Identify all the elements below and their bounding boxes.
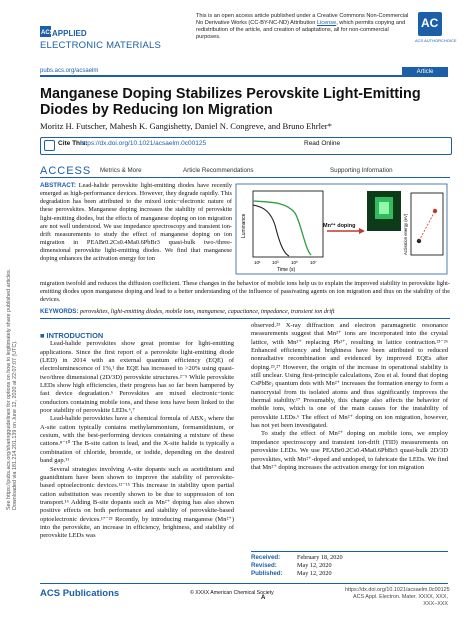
right-paragraph-1: observed.²³ X-ray diffraction and electron paramagnetic resonance measurements suggest that Mn²⁺ ions are incorporated into the crystal lattice, with Mn²⁺ replacing Pb²⁺, resulting in lattice contraction.²³⁻²⁶ Enhanced efficiency and brightness have been attributed to reduced nonradiative recombination and evidenced by improved EQEs after doping.²³,²⁷ However, the origin of the increase in operational stability is still unclear. Using first-principle calculations, Zou et al. found that doping CsPbBr₃ quantum dots with Mn²⁺ increases the formation energy to form a nanocrystal from its isolated atoms and thus significantly improves the thermal stability.¹⁷ Presumably, this change also affects the behavior of mobile ions, which is one of the main causes for the instability of perovskite LEDs.⁶ The effect of Mn²⁺ doping on ion migration, however, has not yet been investigated. [251, 322, 448, 430]
license-notice [196, 13, 411, 41]
badge-caption: ACS AUTHORCHOICE [415, 38, 457, 43]
metrics-link[interactable]: Metrics & More [100, 167, 142, 174]
body-right-column [251, 322, 448, 472]
article-title: Manganese Doping Stabilizes Perovskite Light-Emitting Diodes by Reducing Ion Migration [40, 86, 421, 118]
acs-logo-icon [40, 26, 54, 37]
received-label: Received: [251, 554, 281, 561]
luminance-plot-frame [253, 191, 323, 257]
tick-1: 10¹ [254, 260, 261, 265]
cite-doi-link[interactable]: https://dx.doi.org/10.1021/acsaelm.0c00125 [80, 140, 207, 147]
mn-doping-label: Mn²⁺ doping [323, 223, 356, 229]
read-online-button[interactable]: Read Online [304, 140, 341, 147]
acs-publications-logo: ACS Publications [40, 588, 120, 599]
abstract-text-top: Lead-halide perovskite light-emitting diodes have recently emerged as high-performance devices. However, they degrade rapidly. This degradation has been attributed to the mixed ionic−electronic nature of these perovskites. Manganese doping increases the stability of perovskite light-emitting diodes, but the effects of manganese doping on ion migration are not well understood. We use impedance spectroscopy and transient ion-drift measurements to study the effect of manganese doping on ion migration in PEABr0.2Cs0.4Ma0.6PbBr3 quasi-bulk two-/three-dimensional perovskite light-emitting diodes. We find that manganese doping enhances the activation energy for ion [40, 182, 233, 263]
badge-text: AC [421, 16, 439, 30]
authorchoice-badge[interactable] [418, 12, 442, 36]
keywords-label: KEYWORDS: [40, 308, 79, 315]
time-xlabel: Time (s) [277, 267, 296, 273]
intro-paragraph-3: Several strategies involving A-site dopants such as acetidinium and guanidinium have been shown to improve the stability of perovskite-based optoelectronic devices.¹²⁻¹⁵ This increase in stability upon partial cation substitution was recently shown to be due to suppression of ion transport.¹⁶ Adding B-site dopants such as Mn²⁺ doping has also shown positive effects on both performance and stability of perovskite-based optoelectronic devices.¹⁷⁻²³ Recently, by introducing manganese (Mn²⁺) into the perovskite, an increase in efficiency, brightness, and stability of perovskite LEDs was [40, 465, 234, 540]
intro-paragraph-2: Lead-halide perovskites have a chemical formula of ABX₃ where the A-site cation typically contains methylammonium, formamidinium, or cesium, with the best-performing devices containing a mixture of these cations.⁸⁻¹⁰ The B-site cation is lead, and the X-site halide is typically a combination of chloride, bromide, or iodide, depending on the desired band gap.¹¹ [40, 415, 234, 465]
journal-name: ELECTRONIC MATERIALS [40, 40, 162, 51]
article-dates [251, 551, 448, 578]
license-link[interactable]: License [316, 20, 337, 26]
license-text: This is an open access article published under a Creative Commons Non-Commercial No Derivative Works (CC-BY-NC-ND) Attribution [196, 13, 409, 26]
recommendations-link[interactable]: Article Recommendations [183, 167, 254, 174]
access-rule [40, 177, 450, 178]
footer-rule [40, 583, 448, 584]
abstract-top [40, 182, 232, 264]
tick-4: 10⁷ [310, 260, 317, 265]
footer-citation [345, 587, 448, 608]
keywords [40, 308, 450, 315]
author-list: Moritz H. Futscher, Mahesh K. Gangishetty, Daniel N. Congreve, and Bruno Ehrler* [40, 121, 332, 131]
footer-journal-ref: ACS Appl. Electron. Mater. XXXX, XXX, XXX−XXX [353, 594, 448, 607]
toc-graphic [235, 183, 448, 275]
revised-date: May 12, 2020 [297, 562, 332, 569]
download-sidebar [2, 170, 18, 510]
activation-ylabel: Activation energy (eV) [403, 213, 408, 255]
abstract-label: ABSTRACT: [40, 182, 77, 189]
supporting-info-link[interactable]: Supporting Information [330, 167, 393, 174]
revised-label: Revised: [251, 562, 277, 569]
keywords-text: perovskites, light-emitting diodes, mobile ions, manganese, capacitance, impedance, transient ion drift [80, 308, 335, 315]
page-number: A [261, 595, 266, 601]
acs-logo-text: ACS [41, 30, 54, 36]
keywords-rule [40, 318, 450, 319]
sidebar-line-2: See https://pubs.acs.org/sharingguidelines for options on how to legitimately share published articles. [6, 268, 12, 510]
header-rule [40, 75, 448, 77]
cite-icon [44, 140, 55, 151]
access-label: ACCESS [40, 165, 92, 177]
license-rest: , which permits copying and redistribution of the article, and creation of adaptations, all for non-commercial purposes. [196, 20, 406, 40]
published-date: May 12, 2020 [297, 570, 332, 577]
activation-plot-frame [411, 193, 443, 255]
sidebar-line-1: Downloaded via 181.214.201.139 on June 12, 2020 at 22:07:07 (UTC). [12, 340, 18, 510]
published-label: Published: [251, 570, 283, 577]
right-paragraph-2: To study the effect of Mn²⁺ doping on mobile ions, we employ impedance spectroscopy and transient ion-drift (TID) measurements on perovskite LEDs. We use PEABr0.2Cs0.4Ma0.6PbBr3 quasi-bulk 2D/3D perovskites, with Mn²⁺-doped and undoped, to fabricate the LEDs. We find that Mn²⁺ doping increases the activation energy for ion migration [251, 430, 448, 471]
introduction-heading: ■ INTRODUCTION [40, 331, 104, 340]
cite-label: Cite This: [58, 140, 88, 147]
journal-subtitle: APPLIED [52, 29, 87, 38]
body-left-column [40, 332, 234, 541]
received-date: February 18, 2020 [297, 554, 343, 561]
tick-3: 10⁵ [291, 260, 298, 265]
abstract-continued: migration twofold and reduces the diffusion coefficient. These changes in the behavior of mobile ions help us to explain the improved stability in perovskite light-emitting diodes upon manganese doping and lead to a better understanding of the influence of passivating agents on ion migration and thus on the stability of the devices. [40, 280, 450, 304]
tick-2: 10³ [272, 260, 279, 265]
footer-doi-link[interactable]: https://dx.doi.org/10.1021/acsaelm.0c00125 [345, 587, 450, 593]
journal-site-link[interactable]: pubs.acs.org/acsaelm [40, 68, 99, 74]
luminance-ylabel: Luminance [241, 213, 247, 238]
article-type-tab: Article [402, 67, 448, 77]
intro-paragraph-1: Lead-halide perovskites show great promise for light-emitting applications. Since the first report of a perovskite light-emitting diode (LED) in 2014 with an external quantum efficiency (EQE) of electroluminescence of 1%,¹ the EQE has increased to >20% using quasi-two/three dimensional (2D/3D) perovskite structures.²⁻⁵ While perovskite LEDs show high efficiencies, their progress has so far been hampered by fast device degradation.⁶ Perovskites are mixed electronic−ionic conductors containing mobile ions, and these ions have been linked to the poor stability of perovskite LEDs.⁶,⁷ [40, 340, 234, 415]
copyright-notice: © XXXX American Chemical Society [190, 590, 274, 596]
